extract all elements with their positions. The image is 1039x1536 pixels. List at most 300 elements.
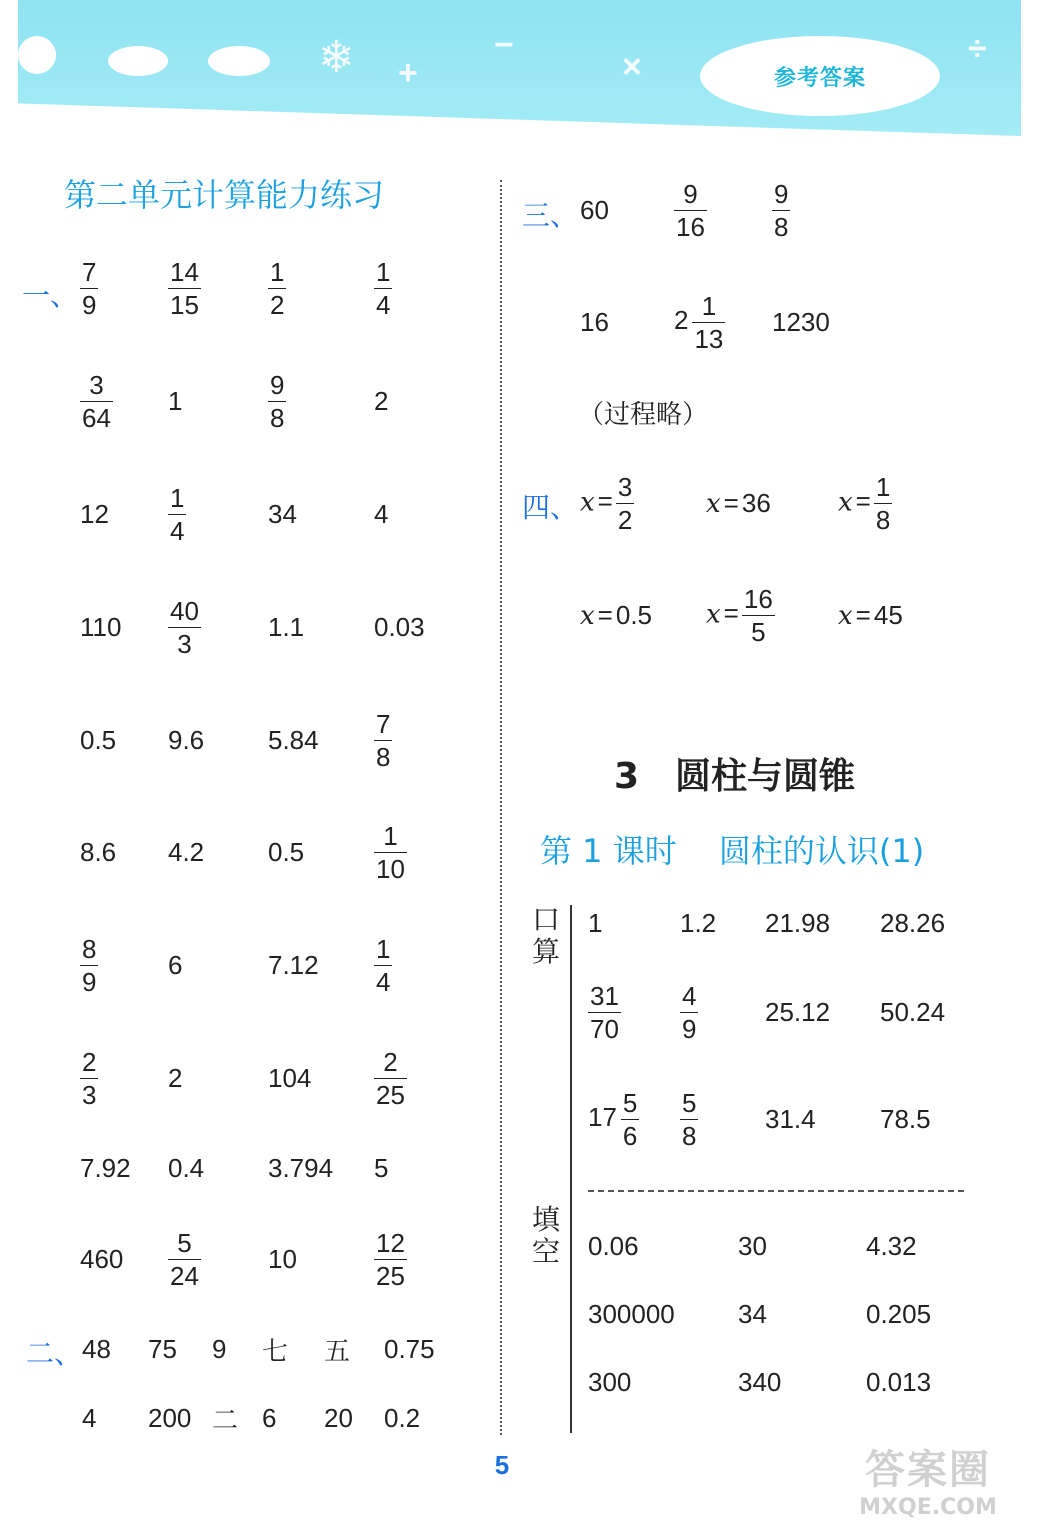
answer-cell bbox=[588, 972, 621, 1052]
number: 2 bbox=[374, 385, 389, 416]
number: 0.5 bbox=[615, 599, 653, 630]
denominator: 8 bbox=[270, 402, 285, 433]
answer-cell bbox=[80, 812, 116, 892]
fraction bbox=[680, 1087, 698, 1151]
answer-cell bbox=[268, 1219, 297, 1299]
watermark-sub: MXQE.COM bbox=[859, 1495, 997, 1520]
section-2-label: 二、 bbox=[26, 1337, 83, 1370]
denominator: 16 bbox=[676, 211, 705, 242]
answer-value bbox=[268, 725, 319, 756]
section-1-label: 一、 bbox=[22, 279, 79, 312]
answer-value: 0.06 bbox=[588, 1230, 639, 1261]
answer-value: 9 bbox=[212, 1333, 227, 1364]
number: 4.2 bbox=[168, 836, 205, 867]
denominator: 4 bbox=[376, 966, 391, 997]
denominator: 10 bbox=[376, 853, 405, 884]
answer-value bbox=[374, 386, 388, 417]
answer-cell bbox=[588, 883, 602, 963]
number: 460 bbox=[80, 1243, 124, 1274]
answer-cell bbox=[588, 1079, 639, 1159]
answer-value bbox=[268, 612, 304, 643]
answer-value bbox=[706, 488, 771, 519]
answer-cell bbox=[80, 361, 113, 441]
numerator: 9 bbox=[683, 178, 698, 209]
number: 5.84 bbox=[268, 724, 319, 755]
answer-value bbox=[168, 950, 182, 981]
answer-value bbox=[588, 908, 602, 939]
answer-value: 20 bbox=[324, 1402, 353, 1433]
answer-value bbox=[765, 1104, 816, 1135]
answer-value bbox=[580, 307, 609, 338]
answer-cell bbox=[262, 1309, 288, 1389]
answer-cell bbox=[212, 1309, 226, 1389]
numerator: 1 bbox=[383, 820, 398, 851]
answer-value: 二 bbox=[212, 1404, 239, 1435]
answer-value bbox=[680, 980, 698, 1044]
denominator: 9 bbox=[82, 966, 97, 997]
fraction bbox=[772, 178, 790, 242]
answer-cell bbox=[374, 700, 392, 780]
watermark-logo bbox=[828, 1438, 1028, 1528]
fraction bbox=[692, 290, 725, 354]
answer-cell bbox=[168, 812, 204, 892]
denominator: 2 bbox=[617, 504, 633, 535]
answer-value bbox=[580, 471, 634, 535]
answer-value bbox=[268, 837, 304, 868]
chapter-title: 3 圆柱与圆锥 bbox=[614, 756, 856, 797]
answer-cell bbox=[706, 575, 775, 655]
number: 104 bbox=[268, 1062, 312, 1093]
answer-value bbox=[168, 1227, 201, 1291]
answer-value: 48 bbox=[82, 1333, 111, 1364]
fraction bbox=[374, 1227, 407, 1291]
numerator: 14 bbox=[170, 256, 199, 287]
answer-cell bbox=[80, 587, 121, 667]
divide-symbol: ÷ bbox=[968, 30, 987, 68]
fraction bbox=[674, 178, 707, 242]
answer-cell bbox=[168, 925, 182, 1005]
answer-value bbox=[580, 195, 609, 226]
numerator: 12 bbox=[376, 1227, 405, 1258]
answer-value bbox=[706, 583, 775, 647]
answer-badge-text: 参考答案 bbox=[773, 65, 866, 91]
answer-cell bbox=[580, 282, 609, 362]
oral-bracket-line bbox=[570, 905, 572, 1433]
number: 28.26 bbox=[880, 907, 946, 938]
answer-value: 0.2 bbox=[384, 1402, 421, 1433]
numerator: 8 bbox=[82, 933, 97, 964]
answer-cell bbox=[82, 1378, 96, 1458]
answer-cell bbox=[268, 812, 304, 892]
answer-cell bbox=[374, 1128, 388, 1208]
variable-x: x bbox=[838, 600, 853, 631]
denominator: 8 bbox=[875, 504, 891, 535]
answer-cell bbox=[374, 248, 392, 328]
answer-value bbox=[268, 1244, 297, 1275]
answer-value bbox=[80, 725, 116, 756]
answer-value bbox=[374, 1227, 407, 1291]
answer-value bbox=[588, 1087, 639, 1151]
answer-cell bbox=[866, 1342, 931, 1422]
numerator: 1 bbox=[170, 482, 185, 513]
numerator: 31 bbox=[590, 980, 619, 1011]
number: 0.5 bbox=[268, 836, 305, 867]
fraction bbox=[374, 933, 392, 997]
number: 4 bbox=[374, 498, 389, 529]
numerator: 1 bbox=[376, 933, 391, 964]
answer-value bbox=[674, 290, 725, 354]
numerator: 5 bbox=[177, 1227, 192, 1258]
numerator: 5 bbox=[682, 1087, 697, 1118]
answer-value bbox=[580, 600, 652, 631]
cloud-rain-icon bbox=[208, 46, 270, 76]
answer-cell bbox=[80, 474, 109, 554]
sun-icon bbox=[18, 36, 56, 74]
answer-cell bbox=[765, 1079, 816, 1159]
answer-value: 4.32 bbox=[866, 1230, 917, 1261]
answer-value bbox=[374, 820, 407, 884]
answer-value bbox=[374, 256, 392, 320]
answer-cell bbox=[765, 883, 830, 963]
fraction bbox=[80, 1046, 98, 1110]
answer-cell bbox=[148, 1309, 177, 1389]
numerator: 1 bbox=[701, 290, 717, 321]
answer-value: 6 bbox=[262, 1402, 277, 1433]
number: 0.5 bbox=[80, 724, 117, 755]
answer-value bbox=[80, 1153, 131, 1184]
section-3-label: 三、 bbox=[522, 199, 579, 232]
answer-cell bbox=[880, 883, 945, 963]
lesson-title: 第 1 课时 圆柱的认识(1) bbox=[540, 832, 925, 870]
answer-cell bbox=[765, 972, 830, 1052]
numerator: 3 bbox=[617, 471, 633, 502]
process-omitted-note: （过程略） bbox=[578, 400, 709, 430]
number: 31.4 bbox=[765, 1103, 816, 1134]
answer-cell bbox=[80, 925, 98, 1005]
answer-cell bbox=[374, 587, 425, 667]
fraction bbox=[80, 933, 98, 997]
answer-value bbox=[168, 725, 204, 756]
number: 3.794 bbox=[268, 1152, 334, 1183]
answer-cell bbox=[374, 925, 392, 1005]
numerator: 40 bbox=[170, 595, 199, 626]
answer-value: 340 bbox=[738, 1366, 782, 1397]
number: 6 bbox=[168, 949, 183, 980]
answer-value bbox=[80, 933, 98, 997]
denominator: 3 bbox=[168, 627, 201, 657]
fraction bbox=[168, 1227, 201, 1291]
numerator: 4 bbox=[682, 980, 697, 1011]
answer-value bbox=[168, 482, 186, 546]
denominator: 8 bbox=[682, 1120, 697, 1151]
answer-cell bbox=[80, 1128, 131, 1208]
answer-value bbox=[268, 256, 286, 320]
answer-cell bbox=[148, 1378, 191, 1458]
answer-cell bbox=[384, 1378, 420, 1458]
number: 0.4 bbox=[168, 1152, 205, 1183]
number: 34 bbox=[268, 498, 297, 529]
denominator: 9 bbox=[82, 289, 97, 320]
answer-value bbox=[680, 1087, 698, 1151]
number: 7.12 bbox=[268, 949, 319, 980]
fraction bbox=[680, 980, 698, 1044]
numerator: 2 bbox=[82, 1046, 97, 1077]
answer-value bbox=[765, 908, 830, 939]
variable-x: x bbox=[580, 600, 595, 631]
answer-value: 75 bbox=[148, 1333, 177, 1364]
answer-cell bbox=[268, 925, 319, 1005]
answer-value bbox=[268, 1153, 333, 1184]
mixed-whole: 17 bbox=[588, 1101, 617, 1132]
answer-value bbox=[80, 1046, 98, 1110]
number: 36 bbox=[741, 487, 771, 518]
number: 0.03 bbox=[374, 611, 425, 642]
fraction bbox=[874, 471, 892, 535]
variable-x: x bbox=[706, 488, 721, 519]
answer-value bbox=[80, 837, 116, 868]
answer-cell bbox=[880, 972, 945, 1052]
numerator: 5 bbox=[622, 1087, 638, 1118]
answer-value: 五 bbox=[324, 1335, 351, 1366]
answer-value bbox=[268, 1063, 311, 1094]
number: 1.2 bbox=[680, 907, 717, 938]
answer-cell bbox=[880, 1079, 931, 1159]
variable-x: x bbox=[706, 598, 721, 629]
answer-value bbox=[80, 612, 121, 643]
numerator: 1 bbox=[875, 471, 891, 502]
answer-cell bbox=[268, 474, 297, 554]
answer-cell bbox=[82, 1309, 111, 1389]
answer-cell bbox=[168, 1219, 201, 1299]
fraction bbox=[268, 369, 286, 433]
answer-cell bbox=[268, 1128, 333, 1208]
answer-value bbox=[168, 1063, 182, 1094]
answer-cell bbox=[384, 1309, 435, 1389]
number: 16 bbox=[580, 306, 609, 337]
number: 25.12 bbox=[765, 996, 831, 1027]
number: 12 bbox=[80, 498, 109, 529]
watermark-main: 答案圈 bbox=[865, 1447, 991, 1493]
answer-value bbox=[374, 612, 425, 643]
answer-value bbox=[80, 369, 113, 433]
equals-sign: = bbox=[723, 487, 739, 518]
answer-value bbox=[674, 178, 707, 242]
fraction bbox=[742, 583, 775, 647]
answer-value bbox=[374, 933, 392, 997]
answer-value bbox=[168, 595, 201, 659]
snowflake-icon: ❄ bbox=[318, 33, 355, 82]
denominator: 8 bbox=[774, 211, 789, 242]
equals-sign: = bbox=[855, 485, 871, 516]
answer-value: 30 bbox=[738, 1230, 767, 1261]
answer-value bbox=[374, 1153, 388, 1184]
answer-value bbox=[168, 256, 201, 320]
fraction bbox=[80, 369, 113, 433]
answer-cell bbox=[168, 700, 204, 780]
denominator: 70 bbox=[590, 1013, 619, 1044]
answer-value bbox=[80, 256, 98, 320]
answer-cell bbox=[738, 1342, 781, 1422]
answer-badge bbox=[700, 36, 940, 116]
fraction bbox=[374, 820, 407, 884]
denominator: 13 bbox=[694, 323, 724, 354]
answer-value bbox=[772, 178, 790, 242]
answer-cell bbox=[324, 1309, 350, 1389]
answer-value bbox=[880, 1104, 931, 1135]
answer-cell bbox=[262, 1378, 276, 1458]
denominator: 4 bbox=[376, 289, 391, 320]
answer-cell bbox=[772, 170, 790, 250]
denominator: 6 bbox=[622, 1120, 638, 1151]
fill-blank-label: 填空 bbox=[532, 1203, 561, 1268]
mixed-whole: 2 bbox=[674, 304, 689, 335]
answer-cell bbox=[580, 463, 634, 543]
numerator: 1 bbox=[376, 256, 391, 287]
answer-value bbox=[765, 997, 830, 1028]
denominator: 15 bbox=[170, 289, 199, 320]
answer-value bbox=[168, 1153, 204, 1184]
answer-cell bbox=[268, 248, 286, 328]
fraction bbox=[616, 471, 634, 535]
number: 78.5 bbox=[880, 1103, 931, 1134]
answer-cell bbox=[80, 248, 98, 328]
column-divider bbox=[500, 180, 502, 1435]
answer-cell bbox=[268, 700, 319, 780]
answer-value bbox=[880, 997, 945, 1028]
variable-x: x bbox=[580, 486, 595, 517]
answer-cell bbox=[580, 575, 652, 655]
variable-x: x bbox=[838, 486, 853, 517]
answer-cell bbox=[674, 170, 707, 250]
denominator: 8 bbox=[376, 741, 391, 772]
answer-cell bbox=[80, 1219, 123, 1299]
answer-cell bbox=[680, 972, 698, 1052]
answer-cell bbox=[588, 1342, 631, 1422]
section-4-label: 四、 bbox=[522, 491, 579, 524]
answer-cell bbox=[674, 282, 725, 362]
denominator: 4 bbox=[170, 515, 185, 546]
number: 9.6 bbox=[168, 724, 205, 755]
fraction bbox=[374, 1046, 407, 1110]
answer-cell bbox=[374, 361, 388, 441]
answer-value: 200 bbox=[148, 1402, 192, 1433]
denominator: 5 bbox=[742, 615, 775, 645]
answer-cell bbox=[706, 463, 771, 543]
answer-value bbox=[268, 369, 286, 433]
number: 110 bbox=[80, 611, 122, 642]
answer-value: 300000 bbox=[588, 1298, 675, 1329]
fraction bbox=[588, 980, 621, 1044]
denominator: 9 bbox=[682, 1013, 697, 1044]
answer-value bbox=[880, 908, 945, 939]
answer-cell bbox=[268, 587, 304, 667]
number: 10 bbox=[268, 1243, 297, 1274]
number: 1 bbox=[168, 385, 183, 416]
number: 8.6 bbox=[80, 836, 117, 867]
denominator: 2 bbox=[270, 289, 285, 320]
oral-calc-label: 口算 bbox=[532, 903, 561, 968]
answer-value bbox=[168, 386, 182, 417]
answer-value bbox=[80, 499, 109, 530]
denominator: 25 bbox=[376, 1260, 405, 1291]
answer-value bbox=[268, 499, 297, 530]
plus-symbol: + bbox=[398, 54, 418, 92]
fraction bbox=[168, 595, 201, 659]
minus-symbol: − bbox=[494, 26, 514, 64]
cloud-icon bbox=[108, 46, 168, 76]
answer-value: 34 bbox=[738, 1298, 767, 1329]
number: 1 bbox=[588, 907, 603, 938]
number: 7.92 bbox=[80, 1152, 131, 1183]
answer-cell bbox=[168, 361, 182, 441]
answer-cell bbox=[374, 812, 407, 892]
answer-cell bbox=[374, 1219, 407, 1299]
answer-cell bbox=[80, 1038, 98, 1118]
fraction bbox=[374, 256, 392, 320]
answer-cell bbox=[268, 1038, 311, 1118]
denominator: 64 bbox=[82, 402, 111, 433]
numerator: 9 bbox=[270, 369, 285, 400]
answer-value bbox=[374, 1046, 407, 1110]
answer-value bbox=[268, 950, 319, 981]
answer-value bbox=[588, 980, 621, 1044]
answer-value bbox=[374, 708, 392, 772]
equals-sign: = bbox=[597, 485, 613, 516]
times-symbol: × bbox=[622, 48, 642, 86]
number: 45 bbox=[873, 599, 903, 630]
answer-value: 300 bbox=[588, 1366, 632, 1397]
answer-value: 0.013 bbox=[866, 1366, 932, 1397]
denominator: 25 bbox=[376, 1079, 405, 1110]
fraction bbox=[374, 708, 392, 772]
fraction bbox=[268, 256, 286, 320]
number: 1230 bbox=[772, 306, 830, 337]
answer-cell bbox=[838, 463, 892, 543]
equals-sign: = bbox=[597, 599, 613, 630]
answer-cell bbox=[168, 1128, 204, 1208]
fraction bbox=[168, 482, 186, 546]
unit-title: 第二单元计算能力练习 bbox=[64, 176, 385, 214]
numerator: 3 bbox=[89, 369, 104, 400]
answer-cell bbox=[168, 248, 201, 328]
answer-value bbox=[680, 908, 716, 939]
number: 60 bbox=[580, 194, 609, 225]
answer-cell bbox=[168, 587, 201, 667]
answer-value bbox=[80, 1244, 123, 1275]
answer-value bbox=[838, 471, 892, 535]
numerator: 1 bbox=[270, 256, 285, 287]
denominator: 24 bbox=[170, 1260, 199, 1291]
answer-value bbox=[838, 600, 903, 631]
answer-cell bbox=[268, 361, 286, 441]
answer-value bbox=[374, 499, 388, 530]
numerator: 7 bbox=[376, 708, 391, 739]
answer-value bbox=[168, 837, 204, 868]
answer-cell bbox=[212, 1378, 238, 1458]
answer-cell bbox=[680, 883, 716, 963]
answer-cell bbox=[374, 1038, 407, 1118]
numerator: 2 bbox=[383, 1046, 398, 1077]
number: 5 bbox=[374, 1152, 389, 1183]
answer-cell bbox=[324, 1378, 353, 1458]
numerator: 16 bbox=[743, 583, 773, 614]
numerator: 7 bbox=[82, 256, 97, 287]
numerator: 9 bbox=[774, 178, 789, 209]
answer-cell bbox=[838, 575, 903, 655]
page-number: 5 bbox=[494, 1450, 510, 1480]
answer-cell bbox=[168, 474, 186, 554]
answer-cell bbox=[580, 170, 609, 250]
